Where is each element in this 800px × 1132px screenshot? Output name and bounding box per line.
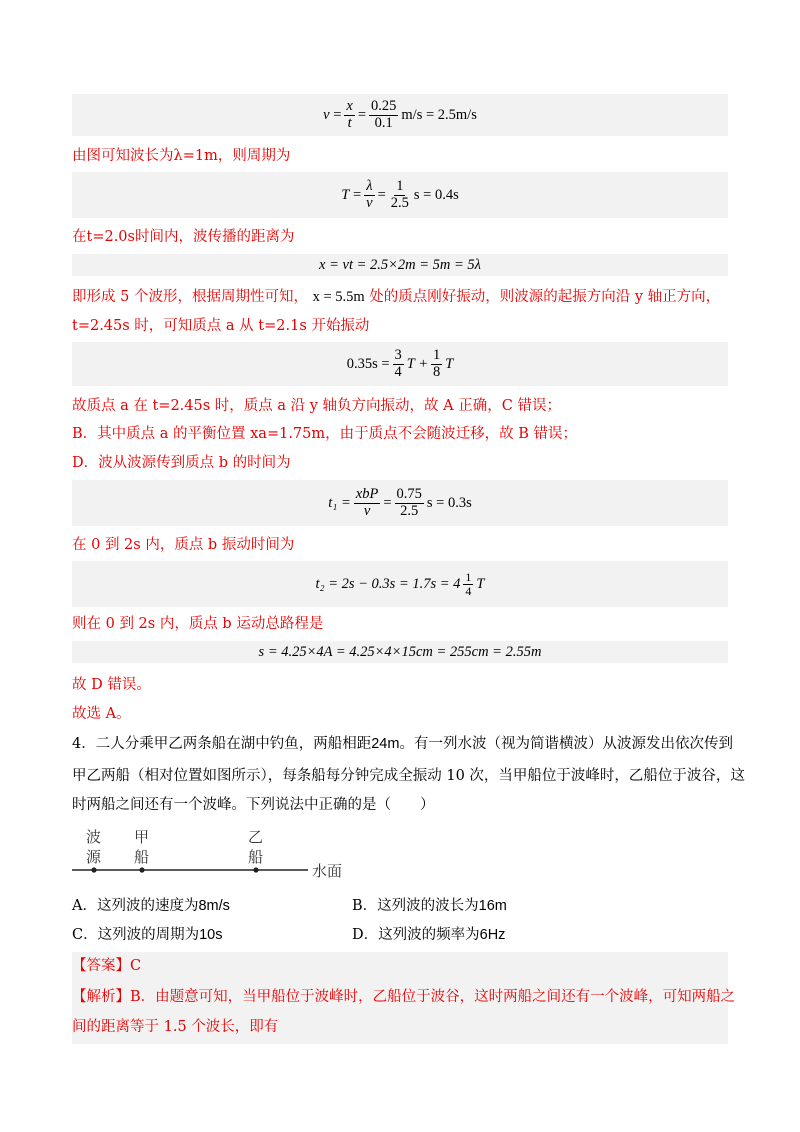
text-line: 故选 A。 — [72, 706, 131, 722]
option-text: D．这列波的频率为 — [352, 927, 480, 943]
fraction — [389, 179, 411, 210]
equation-distance — [72, 254, 728, 276]
text-line: 在t=2.0s时间内，波传播的距离为 — [72, 229, 295, 245]
label-ship-yi-top: 乙 — [248, 828, 264, 846]
fraction-numerator: x — [346, 98, 353, 115]
fraction — [354, 487, 381, 518]
label-water-surface: 水面 — [312, 862, 343, 880]
water-surface-line — [72, 864, 312, 876]
option-c[interactable] — [72, 925, 222, 945]
eq-text: s = 4.25×4A = 4.25×4×15cm = 255cm = 2.55m — [258, 643, 542, 660]
option-a[interactable] — [72, 896, 230, 916]
fraction-numerator: 1 — [465, 569, 472, 584]
option-text: B．这列波的波长为 — [352, 898, 479, 914]
eq-symbol: v — [323, 106, 330, 123]
eq-lhs: t₂ = 2s − 0.3s = 1.7s = 4 — [315, 575, 461, 592]
text-span: 处的质点刚好振动，则波源的起振方向沿 y 轴正方向， — [369, 289, 721, 305]
fraction — [393, 348, 404, 379]
inline-math: x = 5.5m — [312, 289, 365, 305]
option-b[interactable] — [352, 896, 507, 916]
label-ship-jia-bottom: 船 — [134, 848, 150, 866]
fraction-denominator: v — [366, 194, 373, 211]
fraction-numerator: λ — [366, 178, 373, 195]
text-line: 故质点 a 在 t=2.45s 时，质点 a 沿 y 轴负方向振动，故 A 正确，C 错误； — [72, 398, 561, 414]
fraction-denominator: v — [363, 502, 371, 519]
eq-rhs: m/s = 2.5m/s — [401, 106, 477, 123]
fraction-denominator: 4 — [465, 583, 472, 598]
fraction-denominator: 4 — [394, 363, 402, 380]
fraction-numerator: xbP — [355, 486, 379, 503]
text-span: 即形成 5 个波形，根据周期性可知， — [72, 289, 308, 305]
label-ship-yi-bottom: 船 — [248, 848, 264, 866]
eq-rhs: T — [476, 575, 485, 592]
equation-velocity: v = $\frac{x}{t}$ = $\frac{0.25}{0.1}$ m/s = 2.5m/s — [72, 94, 728, 136]
answer-label: 【答案】C — [72, 958, 142, 974]
text-line: D．波从波源传到质点 b 的时间为 — [72, 455, 291, 471]
text-line: t=2.45s 时，可知质点 a 从 t=2.1s 开始振动 — [72, 318, 370, 334]
fraction-numerator: 0.75 — [396, 486, 422, 503]
fraction-denominator: 8 — [432, 363, 441, 380]
label-ship-jia-top: 甲 — [134, 828, 150, 846]
fraction-denominator: t — [347, 114, 352, 131]
fraction-numerator: 1 — [396, 178, 404, 195]
label-source-top: 波 — [86, 828, 102, 846]
equation-t2 — [72, 561, 728, 607]
text-line: 则在 0 到 2s 内，质点 b 运动总路程是 — [72, 616, 324, 632]
eq-symbol: T — [341, 186, 350, 203]
fraction — [344, 99, 354, 130]
eq-mid: T + — [406, 355, 428, 372]
source-point — [91, 867, 96, 872]
question-line — [72, 734, 733, 754]
ship-jia-point — [139, 867, 144, 872]
option-text: C．这列波的周期为 — [72, 927, 200, 943]
inline-math: 24m — [371, 736, 400, 752]
equation-path — [72, 641, 728, 663]
analysis-line: 间的距离等于 1.5 个波长，即有 — [72, 1019, 279, 1035]
fraction-numerator: 1 — [432, 347, 441, 364]
fraction — [395, 487, 424, 518]
fraction-denominator: 0.1 — [374, 114, 393, 131]
analysis-line: 【解析】B．由题意可知，当甲船位于波峰时，乙船位于波谷，这时两船之间还有一个波峰，可知两船之 — [72, 989, 736, 1005]
ship-diagram — [72, 824, 372, 884]
eq-rhs: s = 0.3s — [426, 494, 472, 511]
fraction-denominator: 2.5 — [390, 194, 409, 211]
fraction-denominator: 2.5 — [400, 502, 419, 519]
text-span: 。有一列水波（视为简谐横波）从波源发出依次传到 — [399, 736, 733, 752]
text-line: 由图可知波长为λ=1m，则周期为 — [72, 148, 291, 164]
option-d[interactable] — [352, 925, 505, 945]
equation-time — [72, 342, 728, 386]
text-line: 故 D 错误。 — [72, 677, 151, 693]
option-value: 6Hz — [479, 927, 506, 943]
text-span: 4．二人分乘甲乙两条船在湖中钓鱼，两船相距 — [72, 736, 372, 752]
text-line: B．其中质点 a 的平衡位置 xa=1.75m，由于质点不会随波迁移，故 B 错误； — [72, 426, 578, 442]
text-line — [72, 287, 720, 307]
text-line: 在 0 到 2s 内，质点 b 振动时间为 — [72, 537, 295, 553]
eq-rhs: s = 0.4s — [413, 186, 459, 203]
option-value: 10s — [199, 927, 223, 943]
option-value: 8m/s — [198, 898, 230, 914]
question-line: 甲乙两船（相对位置如图所示），每条船每分钟完成全振动 10 次，当甲船位于波峰时，乙船位于波谷，这 — [72, 768, 745, 784]
label-source-bottom: 源 — [86, 848, 102, 866]
eq-lhs: 0.35s = — [346, 355, 390, 372]
eq-lhs: t₁ = — [328, 494, 351, 511]
equation-period: T = $\frac{\lambda}{v}$ = $\frac{1}{2.5}$ s = 0.4s — [72, 172, 728, 218]
fraction — [364, 179, 374, 210]
equation-t1: t₁ = $\frac{\text{xbP}}{v}$ = $\frac{0.75}{2.5}$ s = 0.3s — [72, 480, 728, 526]
fraction — [369, 99, 398, 130]
fraction-numerator: 0.25 — [371, 98, 397, 115]
eq-rhs: T — [445, 355, 454, 372]
option-value: 16m — [478, 898, 507, 914]
fraction — [463, 571, 473, 597]
question-line: 时两船之间还有一个波峰。下列说法中正确的是（ ） — [72, 797, 435, 813]
fraction — [431, 348, 442, 379]
option-text: A．这列波的速度为 — [72, 898, 199, 914]
eq-text: x = vt = 2.5×2m = 5m = 5λ — [319, 256, 481, 273]
ship-yi-point — [253, 867, 258, 872]
fraction-numerator: 3 — [394, 347, 402, 364]
